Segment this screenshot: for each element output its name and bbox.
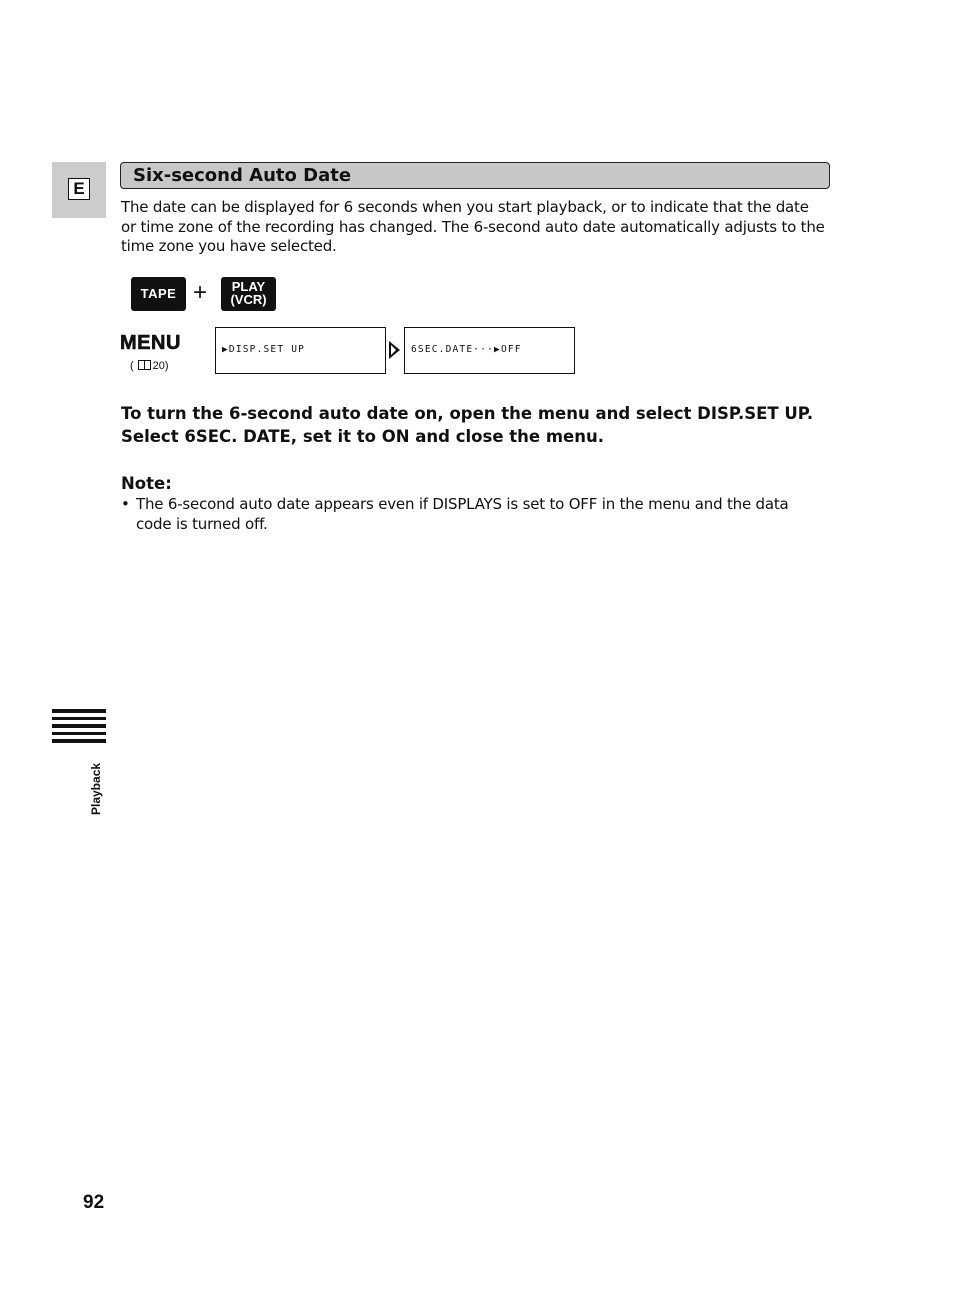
- language-tab: [52, 162, 106, 218]
- page-reference: [130, 360, 169, 372]
- intro-paragraph: The date can be displayed for 6 seconds when you start playback, or to indicate that the date or time zone of the recording has changed. The 6-second auto date automatically adjusts to the time zone you have selected.: [121, 198, 825, 255]
- vcr-label: (VCR): [230, 291, 267, 307]
- chapter-bar: [52, 732, 106, 736]
- language-letter: E: [68, 178, 90, 200]
- note-heading: Note:: [121, 474, 172, 493]
- play-label: PLAY: [231, 279, 266, 294]
- tape-mode-badge: TAPE: [131, 277, 186, 311]
- menu-step-box-1: [215, 327, 386, 374]
- page-number: 92: [83, 1192, 105, 1213]
- menu-step-text-2: 6SEC.DATE···▶OFF: [411, 344, 522, 355]
- plus-sign: +: [193, 279, 208, 306]
- chapter-label: Playback: [89, 762, 103, 815]
- note-text: The 6-second auto date appears even if DISPLAYS is set to OFF in the menu and the data code is turned off.: [136, 495, 789, 533]
- book-icon: [138, 360, 151, 370]
- section-header: [120, 162, 830, 189]
- chapter-bar: [52, 739, 106, 743]
- menu-step-box-2: [404, 327, 575, 374]
- chapter-marker: [52, 709, 106, 743]
- chapter-bar: [52, 709, 106, 713]
- arrow-right-icon: [388, 340, 402, 360]
- menu-label: MENU: [120, 332, 181, 354]
- instruction-text: To turn the 6-second auto date on, open the menu and select DISP.SET UP. Select 6SEC. DATE, set it to ON and close the menu.: [121, 404, 814, 446]
- chapter-bar: [52, 724, 106, 728]
- bullet: •: [121, 495, 130, 513]
- section-title: Six-second Auto Date: [133, 165, 352, 186]
- chapter-bar: [52, 717, 106, 721]
- play-vcr-mode-badge: [221, 277, 276, 311]
- ref-page: 20): [152, 360, 169, 372]
- note-list-item: [121, 494, 826, 534]
- menu-step-text-1: ▶DISP.SET UP: [222, 344, 306, 355]
- ref-open: (: [130, 360, 134, 372]
